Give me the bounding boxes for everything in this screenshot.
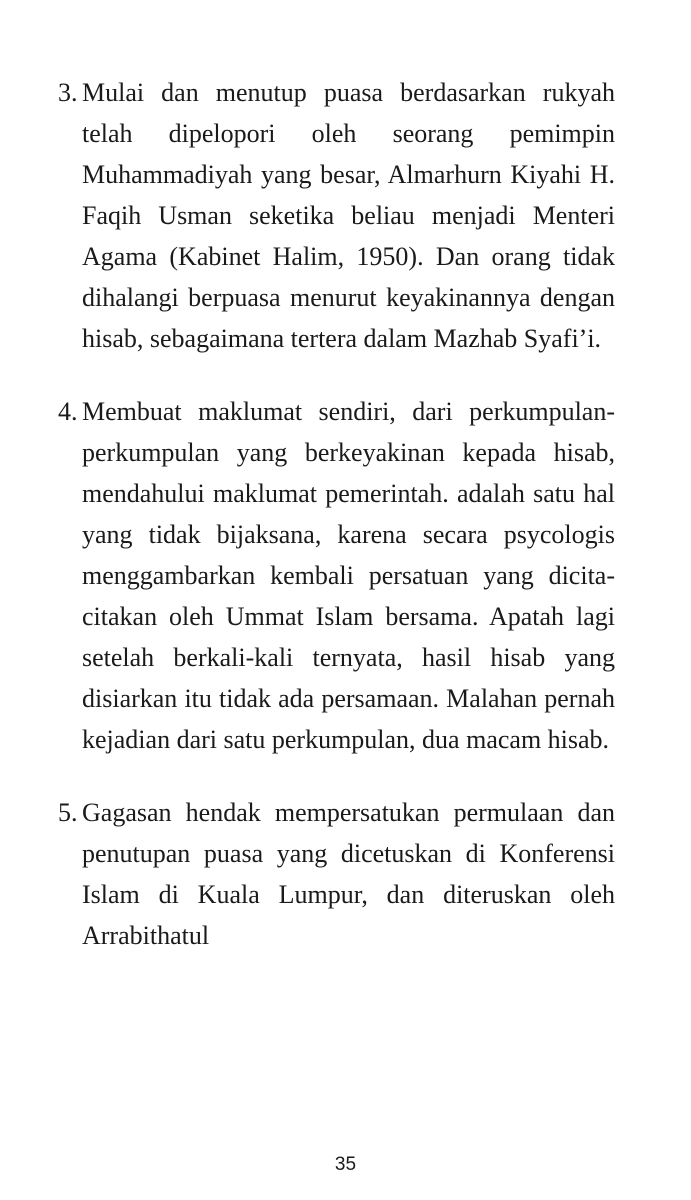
page-number: 35 [334, 1154, 357, 1175]
list-item-number: 3. [58, 78, 78, 107]
list-item-5 [58, 792, 615, 956]
list-item-number: 4. [58, 397, 78, 426]
list-item-4 [58, 391, 615, 760]
list-item-text: Gagasan hendak mempersatukan permulaan dan penutupan puasa yang dicetuskan di Konferensi Islam di Kuala Lumpur, dan diteruskan oleh Arrabithatul [82, 798, 615, 950]
numbered-list [58, 72, 615, 988]
list-item-3 [58, 72, 615, 359]
list-item-text: Mulai dan menutup puasa berdasarkan rukyah telah dipelopori oleh seorang pemimpin Muhammadiyah yang besar, Almarhurn Kiyahi H. Faqih Usman seketika beliau menjadi Menteri Agama (Kabinet Halim, 1950). Dan orang tidak dihalangi berpuasa menurut keyakinannya dengan hisab, sebagaimana tertera dalam Mazhab Syafi’i. [82, 78, 615, 353]
list-item-number: 5. [58, 798, 78, 827]
list-item-text: Membuat maklumat sendiri, dari perkumpulan-perkumpulan yang berkeyakinan kepada hisab, mendahului maklumat pemerintah. adalah satu hal yang tidak bijaksana, karena secara psycologis menggambarkan kembali persatuan yang dicita-citakan oleh Ummat Islam bersama. Apatah lagi setelah berkali-kali ternyata, hasil hisab yang disiarkan itu tidak ada persamaan. Malahan pernah kejadian dari satu perkumpulan, dua macam hisab. [82, 397, 615, 754]
